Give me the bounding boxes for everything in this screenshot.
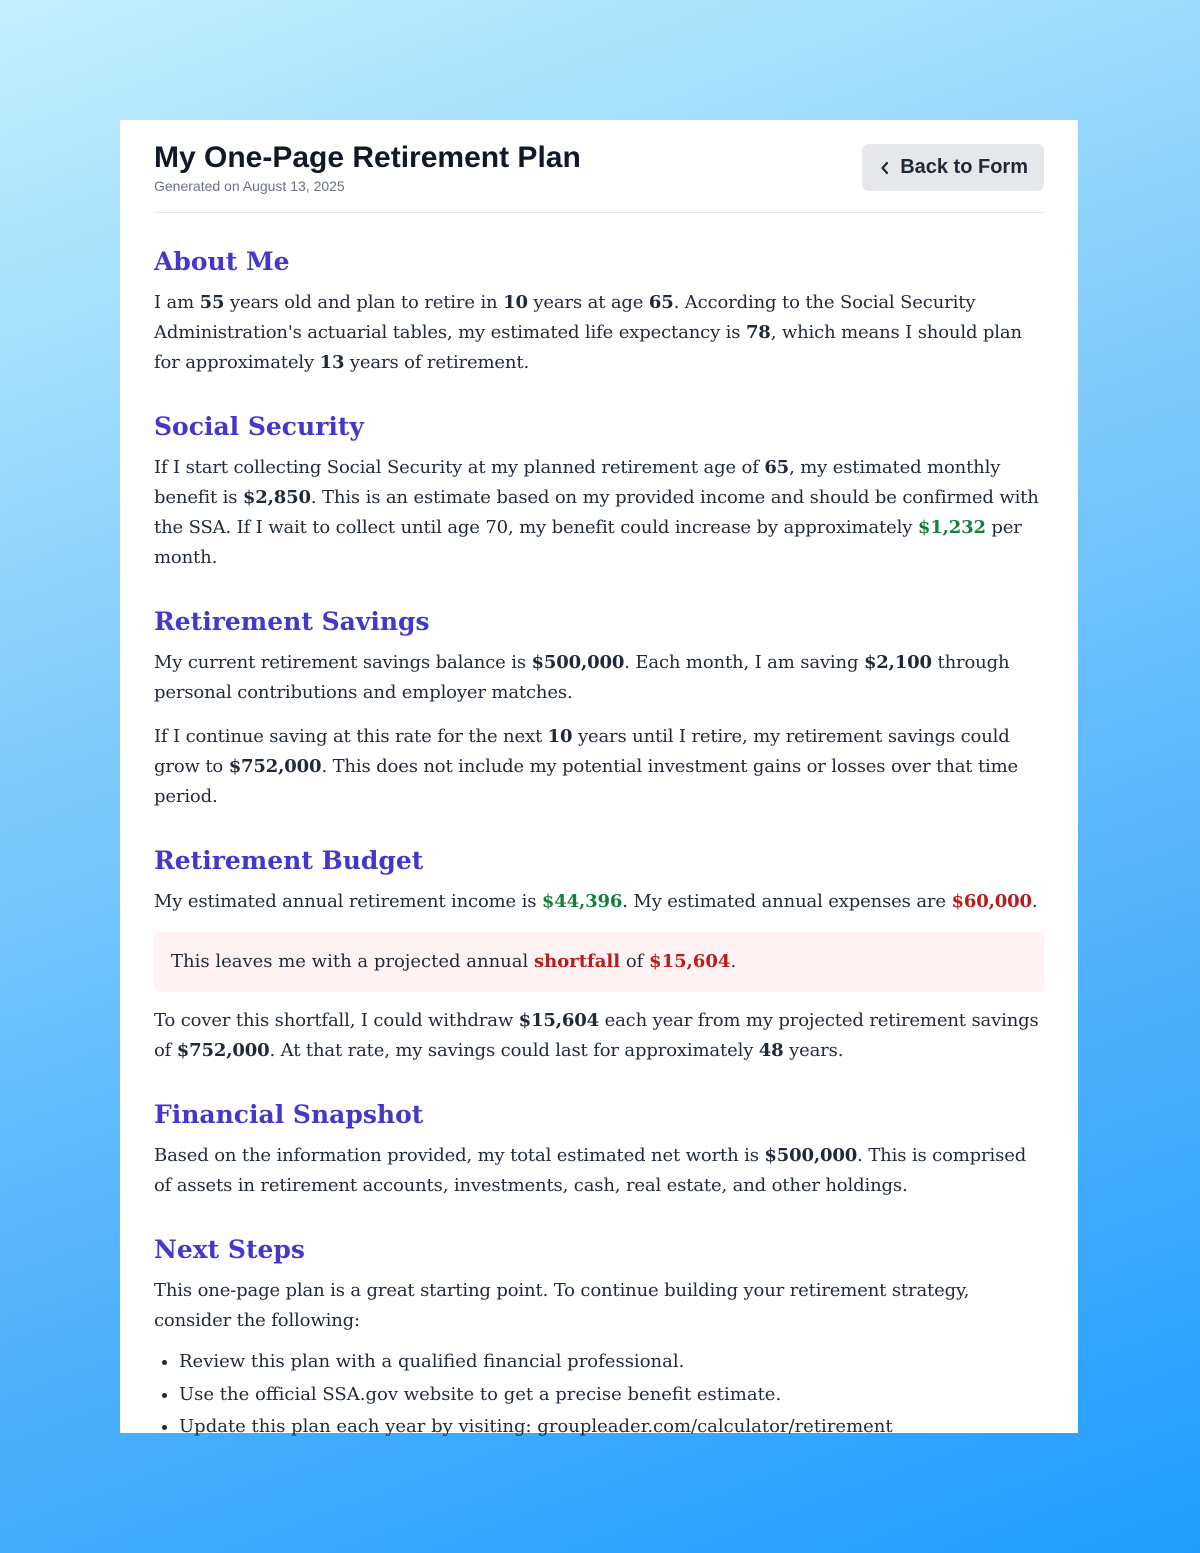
section-about <box>154 246 1044 378</box>
social-security-paragraph: If I start collecting Social Security at my planned retirement age of 65, my estimated monthly benefit is $2,850. This is an estimate based on my provided income and should be confirmed with the SSA. If I wait to collect until age 70, my benefit could increase by approximately $1,232 per month. <box>154 457 1039 568</box>
section-title-budget: Retirement Budget <box>154 846 424 875</box>
withdraw-amount: $15,604 <box>518 1010 600 1031</box>
life-expectancy: 78 <box>745 322 771 343</box>
about-paragraph: I am 55 years old and plan to retire in 10 years at age 65. According to the Social Security Administration's actuarial tables, my estimated life expectancy is 78, which means I should plan for approximately 13 years of retirement. <box>154 292 1022 373</box>
savings-last-years: 48 <box>758 1040 784 1061</box>
plan-card <box>120 120 1078 1437</box>
annual-income: $44,396 <box>541 891 623 912</box>
retire-age: 65 <box>648 292 674 313</box>
section-title-next-steps: Next Steps <box>154 1235 305 1264</box>
page-title: My One-Page Retirement Plan <box>154 141 581 174</box>
section-title-social-security: Social Security <box>154 412 364 441</box>
budget-paragraph-1: My estimated annual retirement income is $44,396. My estimated annual expenses are $60,000. <box>154 891 1038 912</box>
generated-date: Generated on August 13, 2025 <box>154 178 345 194</box>
monthly-saving: $2,100 <box>863 652 932 673</box>
list-item: • Update this plan each year by visiting: groupleader.com/calculator/retirement <box>179 1411 1044 1444</box>
section-snapshot <box>154 1099 1044 1201</box>
savings-paragraph-1: My current retirement savings balance is $500,000. Each month, I am saving $2,100 through personal contributions and employer matches. <box>154 652 1010 703</box>
title-block <box>154 140 581 195</box>
section-savings <box>154 606 1044 812</box>
ss-increase: $1,232 <box>917 517 986 538</box>
retirement-years: 13 <box>319 352 345 373</box>
years-to-retire: 10 <box>503 292 528 313</box>
section-next-steps <box>154 1234 1044 1444</box>
list-item: • Review this plan with a qualified financial professional. <box>179 1346 1044 1379</box>
shortfall-callout: This leaves me with a projected annual shortfall of $15,604. <box>154 932 1044 992</box>
snapshot-paragraph: Based on the information provided, my total estimated net worth is $500,000. This is comprised of assets in retirement accounts, investments, cash, real estate, and other holdings. <box>154 1145 1027 1196</box>
section-budget <box>154 845 1044 1066</box>
shortfall-label: shortfall <box>533 951 621 972</box>
current-age: 55 <box>199 292 225 313</box>
budget-paragraph-2: To cover this shortfall, I could withdraw $15,604 each year from my projected retirement savings of $752,000. At that rate, my savings could last for approximately 48 years. <box>154 1010 1039 1061</box>
net-worth: $500,000 <box>764 1145 858 1166</box>
back-to-form-button[interactable] <box>862 144 1044 191</box>
savings-years: 10 <box>547 726 573 747</box>
ss-age: 65 <box>764 457 790 478</box>
projected-savings: $752,000 <box>228 756 322 777</box>
chevron-left-icon <box>880 161 890 175</box>
next-steps-list <box>154 1346 1044 1444</box>
next-steps-intro: This one-page plan is a great starting point. To continue building your retirement strategy, consider the following: <box>154 1280 970 1331</box>
annual-expenses: $60,000 <box>951 891 1032 912</box>
budget-savings: $752,000 <box>176 1040 270 1061</box>
back-button-label: Back to Form <box>900 156 1028 178</box>
ss-monthly-benefit: $2,850 <box>242 487 311 508</box>
shortfall-amount: $15,604 <box>649 951 731 972</box>
savings-balance: $500,000 <box>531 652 625 673</box>
list-item: • Use the official SSA.gov website to get a precise benefit estimate. <box>179 1379 1044 1412</box>
section-social-security <box>154 411 1044 573</box>
section-title-snapshot: Financial Snapshot <box>154 1100 424 1129</box>
section-title-about: About Me <box>154 247 290 276</box>
plan-header <box>154 140 1044 213</box>
section-title-savings: Retirement Savings <box>154 607 430 636</box>
savings-paragraph-2: If I continue saving at this rate for the next 10 years until I retire, my retirement savings could grow to $752,000. This does not include my potential investment gains or losses over that time period. <box>154 726 1019 807</box>
